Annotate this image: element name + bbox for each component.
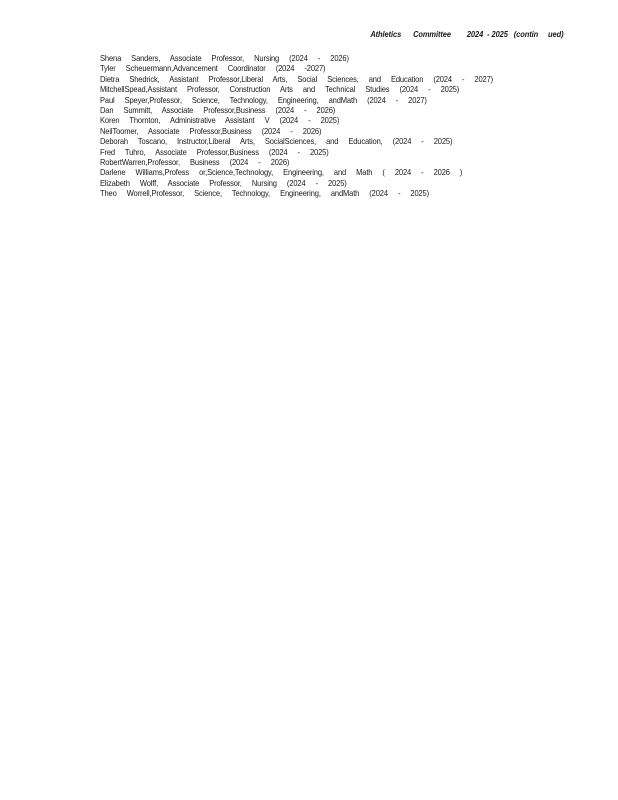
list-item: Elizabeth Wolff, Associate Professor, Nursing (2024 - 2025) <box>100 177 347 188</box>
list-item: Shena Sanders, Associate Professor, Nursing (2024 - 2026) <box>100 53 349 63</box>
list-item: RobertWarren,Professor, Business (2024 - 2026) <box>100 156 290 167</box>
list-item: MitchellSpead,Assistant Professor, Construction Arts and Technical Studies (2024 - 2025) <box>100 84 460 95</box>
list-item: Paul Speyer,Professor, Science, Technology, Engineering, andMath (2024 - 2027) <box>100 94 427 105</box>
list-item: Dietra Shedrick, Assistant Professor,Liberal Arts, Social Sciences, and Education (2024 - 2027) <box>100 73 494 84</box>
member-list <box>100 53 560 198</box>
list-item: Darlene Williams,Profess or,Science,Technology, Engineering, and Math ( 2024 - 2026 ) <box>100 167 463 178</box>
list-item: NeilToomer, Associate Professor,Business (2024 - 2026) <box>100 125 322 136</box>
list-item: Tyler Scheuermann,Advancement Coordinator (2024 -2027) <box>100 63 326 74</box>
list-item: Dan Summitt, Associate Professor,Business (2024 - 2026) <box>100 104 336 115</box>
list-item: Koren Thornton, Administrative Assistant V (2024 - 2025) <box>100 115 340 126</box>
page-header: Athletics Committee 2024 - 2025 (contin ued) <box>369 29 563 39</box>
list-item: Deborah Toscano, Instructor,Liberal Arts, SocialSciences, and Education, (2024 - 2025) <box>100 136 453 147</box>
list-item: Fred Tuhro, Associate Professor,Business (2024 - 2025) <box>100 146 329 157</box>
list-item: Theo Worrell,Professor, Science, Technology, Engineering, andMath (2024 - 2025) <box>100 188 429 199</box>
